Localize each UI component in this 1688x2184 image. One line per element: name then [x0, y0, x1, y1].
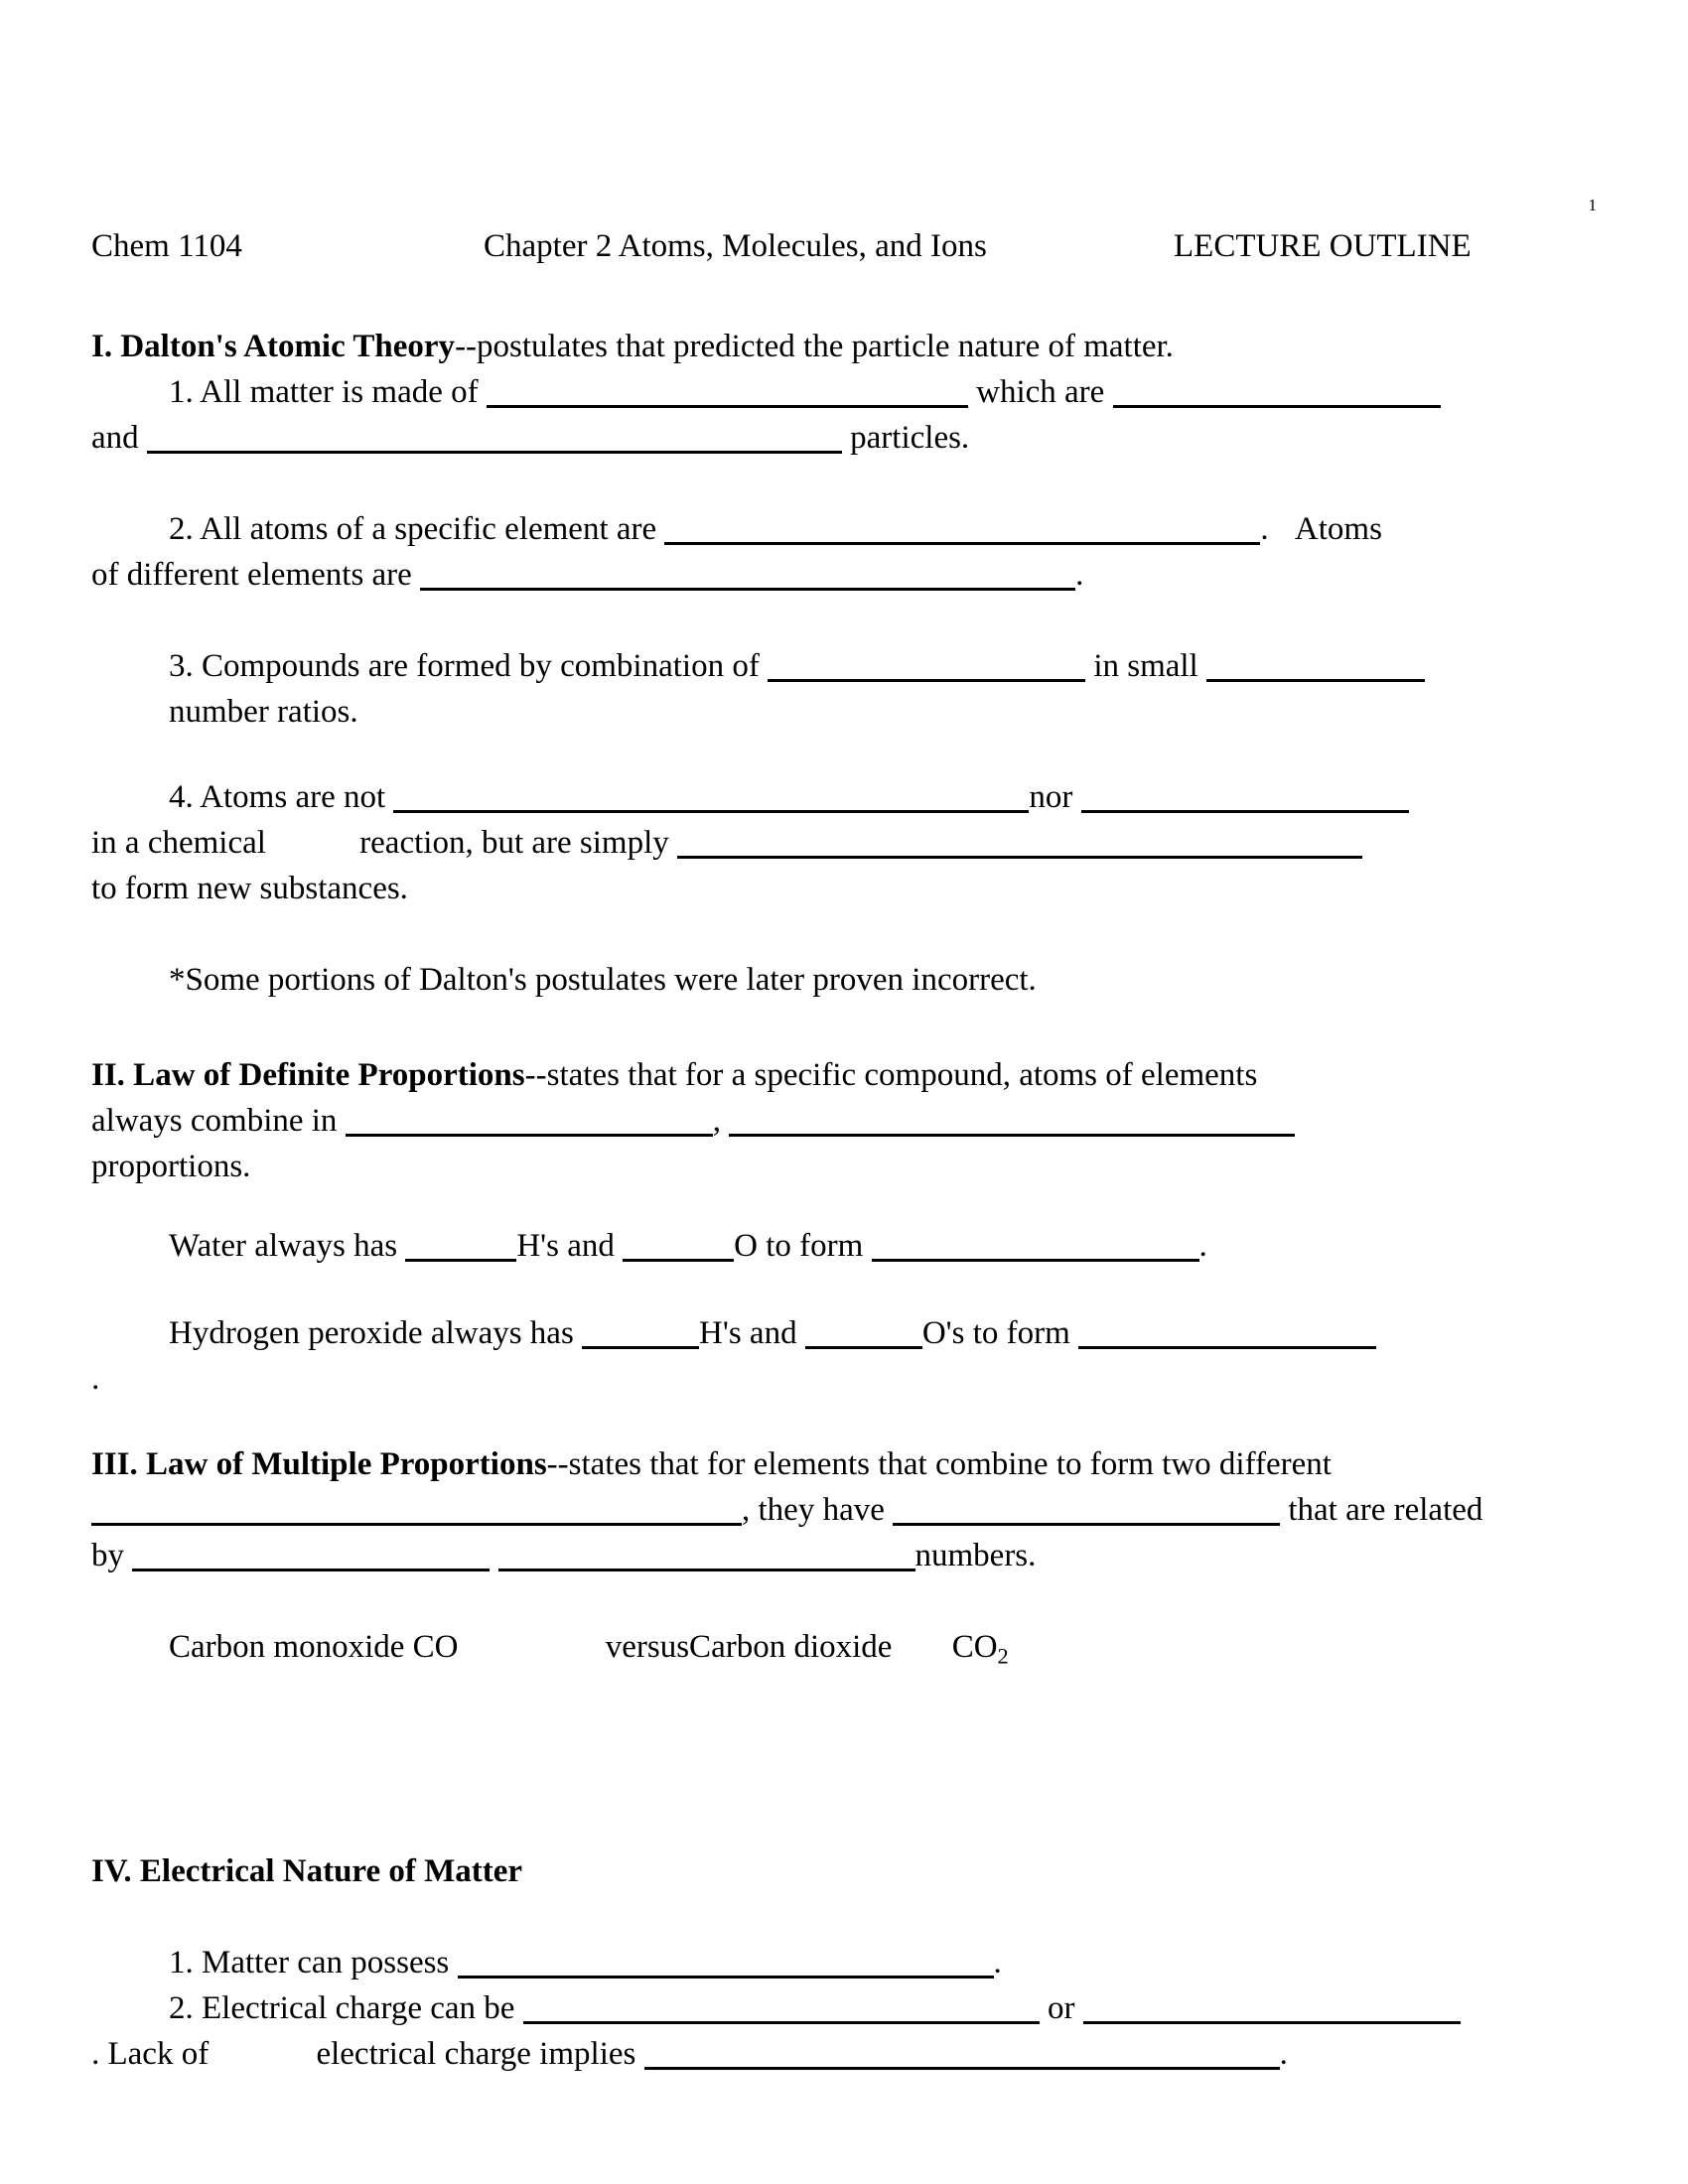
section-4-item-3-text-b: electrical charge implies — [316, 2036, 636, 2072]
section-2-comma: , — [712, 1103, 721, 1139]
item-2-text-c: Atoms — [1294, 511, 1382, 547]
section-2-text-a: always combine in — [91, 1103, 338, 1139]
item-2-text-d: of different elements are — [91, 557, 412, 593]
blank-field[interactable] — [1081, 782, 1409, 813]
section-3-text-by: by — [91, 1538, 124, 1573]
section-2-peroxide-line — [91, 1310, 1628, 1356]
blank-field[interactable] — [458, 1948, 994, 1979]
section-2-text-proportions: proportions. — [91, 1149, 251, 1184]
page-number: 1 — [1588, 196, 1597, 214]
blank-field[interactable] — [393, 782, 1029, 813]
section-1-item-3-line-1 — [91, 643, 1628, 689]
blank-field[interactable] — [872, 1231, 1199, 1262]
item-2-period-2: . — [1075, 557, 1084, 593]
section-1-heading-rest: --postulates that predicted the particle nature of matter. — [455, 329, 1174, 364]
blank-field[interactable] — [1113, 377, 1441, 408]
section-3-text-b: that are related — [1288, 1492, 1483, 1528]
blank-field[interactable] — [768, 651, 1085, 682]
section-3-example-line — [91, 1624, 1628, 1679]
blank-field[interactable] — [1078, 1318, 1376, 1349]
header-chapter: Chapter 2 Atoms, Molecules, and Ions — [484, 228, 987, 264]
water-text-b: H's and — [516, 1228, 615, 1264]
blank-field[interactable] — [498, 1541, 915, 1571]
blank-field[interactable] — [677, 828, 1362, 859]
header-course: Chem 1104 — [91, 228, 242, 264]
section-4-item-1-text: 1. Matter can possess — [169, 1945, 450, 1980]
section-3-text-numbers: numbers. — [914, 1538, 1037, 1573]
item-4-text-d: reaction, but are simply — [359, 825, 669, 861]
item-1-text-c: and — [91, 420, 139, 456]
section-2-line-3 — [91, 1144, 1628, 1189]
section-2-heading-rest: --states that for a specific compound, atoms of elements — [524, 1057, 1258, 1093]
section-4-item-3-period: . — [1279, 2036, 1288, 2072]
water-text-c: O to form — [734, 1228, 864, 1264]
section-1-heading — [91, 324, 1628, 369]
item-4-text-b: nor — [1029, 779, 1073, 815]
dalton-note-text: *Some portions of Dalton's postulates were later proven incorrect. — [169, 962, 1037, 998]
section-1-heading-bold: I. Dalton's Atomic Theory — [91, 329, 456, 364]
peroxide-text-b: H's and — [699, 1315, 797, 1351]
blank-field[interactable] — [664, 514, 1260, 545]
item-1-text-a: 1. All matter is made of — [169, 374, 479, 410]
section-1-item-1-line-2 — [91, 415, 1628, 461]
section-4-item-1 — [91, 1940, 1628, 1985]
section-4-heading — [91, 1848, 1628, 1894]
example-co2-formula — [951, 1629, 1009, 1669]
section-4-item-2-text: 2. Electrical charge can be — [169, 1990, 515, 2026]
blank-field[interactable] — [132, 1541, 490, 1571]
section-1-item-1-line-1 — [91, 369, 1628, 415]
item-3-text-a: 3. Compounds are formed by combination of — [169, 648, 760, 684]
section-4-item-2-or: or — [1047, 1990, 1075, 2026]
water-period: . — [1198, 1228, 1207, 1264]
section-2-heading-bold: II. Law of Definite Proportions — [91, 1057, 525, 1093]
blank-field[interactable] — [420, 560, 1075, 591]
blank-field[interactable] — [346, 1106, 713, 1137]
section-2-line-2 — [91, 1098, 1628, 1144]
item-4-text-c: in a chemical — [91, 825, 266, 861]
blank-field[interactable] — [893, 1495, 1280, 1526]
section-3-text-a: , they have — [742, 1492, 885, 1528]
blank-field[interactable] — [91, 1495, 742, 1526]
blank-field[interactable] — [1083, 1993, 1461, 2024]
section-4-heading-text: IV. Electrical Nature of Matter — [91, 1853, 523, 1889]
item-4-text-a: 4. Atoms are not — [169, 779, 386, 815]
section-1-item-4-line-2 — [91, 820, 1628, 866]
stray-period-text: . — [91, 1361, 100, 1397]
item-2-text-a: 2. All atoms of a specific element are — [169, 511, 657, 547]
example-carbon-dioxide: versusCarbon dioxide — [605, 1629, 893, 1665]
section-1-item-4-line-1 — [91, 774, 1628, 820]
co2-subscript: 2 — [997, 1643, 1009, 1669]
blank-field[interactable] — [523, 1993, 1040, 2024]
item-3-text-c: number ratios. — [169, 694, 358, 730]
peroxide-text-a: Hydrogen peroxide always has — [169, 1315, 574, 1351]
section-1-item-2-line-1 — [91, 506, 1628, 552]
item-1-text-d: particles. — [850, 420, 970, 456]
section-4-item-1-period: . — [993, 1945, 1002, 1980]
co2-base: CO — [951, 1629, 998, 1665]
blank-field[interactable] — [805, 1318, 922, 1349]
section-3-heading — [91, 1441, 1628, 1487]
example-carbon-monoxide: Carbon monoxide CO — [169, 1629, 459, 1665]
item-3-text-b: in small — [1093, 648, 1198, 684]
item-1-text-b: which are — [976, 374, 1105, 410]
water-text-a: Water always has — [169, 1228, 398, 1264]
header-doc-type: LECTURE OUTLINE — [1174, 228, 1472, 264]
blank-field[interactable] — [644, 2039, 1280, 2070]
peroxide-text-c: O's to form — [921, 1315, 1070, 1351]
section-4-item-3-text-a: . Lack of — [91, 2036, 210, 2072]
section-3-heading-rest: --states that for elements that combine to form two different — [546, 1446, 1332, 1482]
blank-field[interactable] — [582, 1318, 699, 1349]
section-4-item-2 — [91, 1985, 1628, 2031]
section-3-line-3 — [91, 1533, 1628, 1578]
section-1-item-4-line-3 — [91, 866, 1628, 911]
blank-field[interactable] — [405, 1231, 516, 1262]
section-2-water-line — [91, 1223, 1628, 1269]
item-2-period: . — [1260, 511, 1269, 547]
blank-field[interactable] — [1206, 651, 1425, 682]
section-1-item-3-line-2 — [91, 689, 1628, 735]
section-1-item-2-line-2 — [91, 552, 1628, 598]
blank-field[interactable] — [147, 423, 842, 454]
section-3-line-2 — [91, 1487, 1628, 1533]
item-4-text-e: to form new substances. — [91, 871, 408, 906]
blank-field[interactable] — [487, 377, 968, 408]
section-4-item-3 — [91, 2031, 1628, 2077]
section-1-note — [91, 957, 1628, 1003]
blank-field[interactable] — [623, 1231, 734, 1262]
document-header — [91, 226, 1597, 266]
section-2-stray-period — [91, 1356, 1628, 1402]
blank-field[interactable] — [729, 1106, 1295, 1137]
section-3-heading-bold: III. Law of Multiple Proportions — [91, 1446, 547, 1482]
section-2-heading — [91, 1052, 1628, 1098]
